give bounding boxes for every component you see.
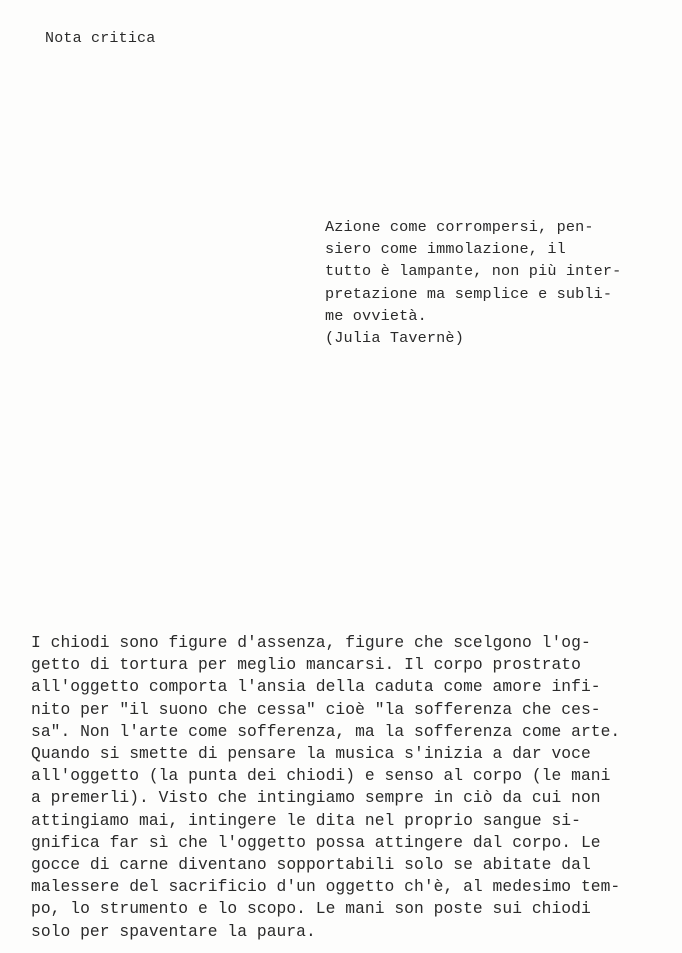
body-line: gocce di carne diventano sopportabili solo se abitate dal <box>31 855 591 875</box>
epigraph-line: tutto è lampante, non più inter- <box>325 262 622 281</box>
body-line: nito per "il suono che cessa" cioè "la sofferenza che ces- <box>31 699 601 719</box>
epigraph-attribution: (Julia Tavernè) <box>325 329 464 348</box>
body-line: attingiamo mai, intingere le dita nel proprio sangue si- <box>31 810 581 830</box>
body-paragraph <box>31 632 676 943</box>
body-line: a premerli). Visto che intingiamo sempre in ciò da cui non <box>31 788 601 808</box>
epigraph-line: siero come immolazione, il <box>325 240 566 259</box>
body-line: Quando si smette di pensare la musica s'inizia a dar voce <box>31 744 591 764</box>
epigraph-line: Azione come corrompersi, pen- <box>325 218 594 236</box>
page-title: Nota critica <box>45 30 156 47</box>
body-line: getto di tortura per meglio mancarsi. Il corpo prostrato <box>31 655 581 675</box>
body-line: solo per spaventare la paura. <box>31 921 316 941</box>
epigraph <box>325 216 675 349</box>
epigraph-line: me ovvietà. <box>325 306 427 325</box>
body-line: all'oggetto comporta l'ansia della caduta come amore infi- <box>31 677 601 697</box>
body-line: sa". Non l'arte come sofferenza, ma la sofferenza come arte. <box>31 721 621 741</box>
body-line: malessere del sacrificio d'un oggetto ch'è, al medesimo tem- <box>31 877 621 897</box>
body-line: po, lo strumento e lo scopo. Le mani son poste sui chiodi <box>31 899 591 919</box>
body-line: I chiodi sono figure d'assenza, figure che scelgono l'og- <box>31 633 591 652</box>
epigraph-line: pretazione ma semplice e subli- <box>325 284 613 303</box>
body-line: all'oggetto (la punta dei chiodi) e senso al corpo (le mani <box>31 766 611 786</box>
body-line: gnifica far sì che l'oggetto possa attingere dal corpo. Le <box>31 832 601 852</box>
